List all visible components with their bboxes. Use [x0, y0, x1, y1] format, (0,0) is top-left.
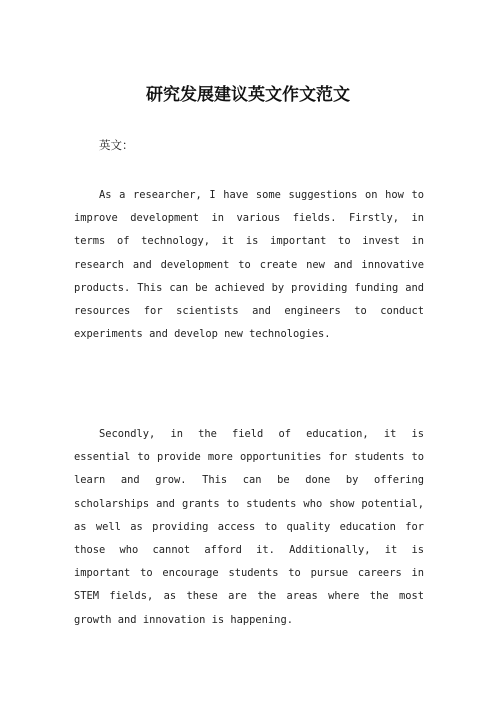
body-paragraph-2: Secondly, in the field of education, it is essential to provide more opportunities for students to learn and grow. This can be done by offering scholarships and grants to students who show potential, as well as providing access to quality education for those who cannot afford it. Additionally, it is important to encourage students to pursue careers in STEM fields, as these are the areas where the most growth and innovation is happening. — [74, 428, 424, 626]
document-title: 研究发展建议英文作文范文 — [146, 85, 350, 105]
section-label-english: 英文： — [99, 138, 134, 152]
body-paragraph-1: As a researcher, I have some suggestions on how to improve development in various fields. Firstly, in terms of technology, it is important to invest in research and development to create new and innovative products. This can be achieved by providing funding and resources for scientists and engineers to conduct experiments and develop new technologies. — [74, 189, 424, 341]
